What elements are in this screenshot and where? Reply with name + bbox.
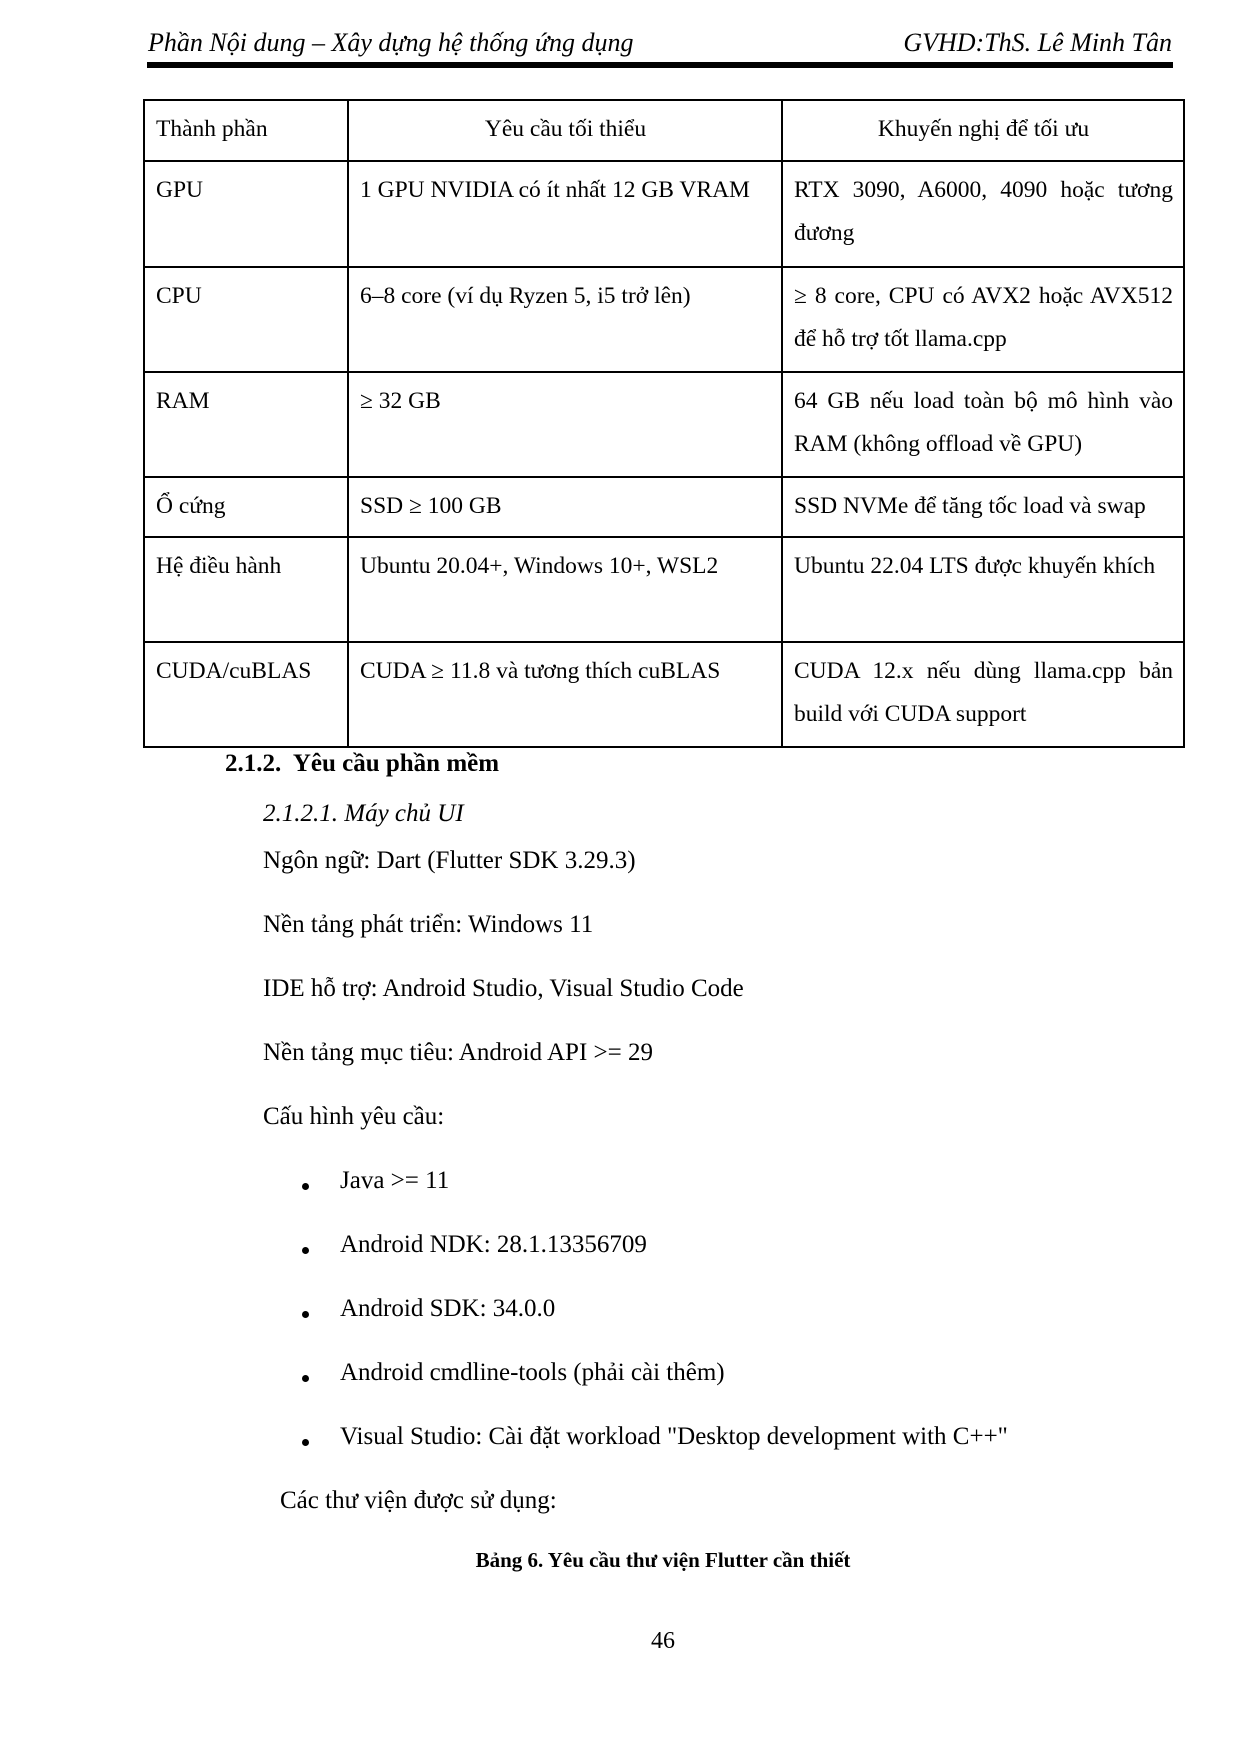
paragraph-config: Cấu hình yêu cầu: <box>263 1103 445 1130</box>
cell-component: CUDA/cuBLAS <box>144 642 348 747</box>
bullet-icon <box>302 1439 309 1446</box>
header-section-title: Phần Nội dung – Xây dựng hệ thống ứng dụng <box>148 28 634 57</box>
paragraph-libraries: Các thư viện được sử dụng: <box>280 1487 557 1514</box>
list-item: Android NDK: 28.1.13356709 <box>340 1231 647 1258</box>
column-header: Yêu cầu tối thiểu <box>348 100 782 161</box>
cell-minimum: ≥ 32 GB <box>348 372 782 477</box>
paragraph-ide: IDE hỗ trợ: Android Studio, Visual Studio Code <box>263 975 744 1002</box>
column-header: Khuyến nghị để tối ưu <box>782 100 1184 161</box>
cell-component: RAM <box>144 372 348 477</box>
list-item: Android cmdline-tools (phải cài thêm) <box>340 1359 725 1386</box>
bullet-icon <box>302 1247 309 1254</box>
cell-recommended: ≥ 8 core, CPU có AVX2 hoặc AVX512 để hỗ trợ tốt llama.cpp <box>782 267 1184 372</box>
paragraph-target-platform: Nền tảng mục tiêu: Android API >= 29 <box>263 1039 653 1066</box>
paragraph-language: Ngôn ngữ: Dart (Flutter SDK 3.29.3) <box>263 847 636 874</box>
cell-component: Ổ cứng <box>144 477 348 537</box>
cell-recommended: SSD NVMe để tăng tốc load và swap <box>782 477 1184 537</box>
bullet-icon <box>302 1375 309 1382</box>
header-advisor: GVHD:ThS. Lê Minh Tân <box>903 28 1172 57</box>
bullet-icon <box>302 1183 309 1190</box>
list-item: Java >= 11 <box>340 1167 450 1194</box>
cell-recommended: Ubuntu 22.04 LTS được khuyến khích <box>782 537 1184 642</box>
table-row <box>144 267 1184 372</box>
page-number: 46 <box>651 1628 675 1654</box>
cell-component: CPU <box>144 267 348 372</box>
cell-minimum: Ubuntu 20.04+, Windows 10+, WSL2 <box>348 537 782 642</box>
table-row <box>144 477 1184 537</box>
table-caption: Bảng 6. Yêu cầu thư viện Flutter cần thiết <box>475 1548 851 1572</box>
table-row <box>144 642 1184 747</box>
cell-minimum: 1 GPU NVIDIA có ít nhất 12 GB VRAM <box>348 161 782 267</box>
cell-minimum: CUDA ≥ 11.8 và tương thích cuBLAS <box>348 642 782 747</box>
hardware-requirements-table <box>143 99 1185 748</box>
cell-component: Hệ điều hành <box>144 537 348 642</box>
cell-recommended: 64 GB nếu load toàn bộ mô hình vào RAM (không offload về GPU) <box>782 372 1184 477</box>
column-header: Thành phần <box>144 100 348 161</box>
table-header-row <box>144 100 1184 161</box>
bullet-icon <box>302 1311 309 1318</box>
cell-component: GPU <box>144 161 348 267</box>
list-item: Android SDK: 34.0.0 <box>340 1295 556 1322</box>
list-item: Visual Studio: Cài đặt workload "Desktop development with C++" <box>340 1423 1008 1450</box>
table-row <box>144 372 1184 477</box>
cell-minimum: 6–8 core (ví dụ Ryzen 5, i5 trở lên) <box>348 267 782 372</box>
header-rule <box>147 62 1173 68</box>
cell-recommended: CUDA 12.x nếu dùng llama.cpp bản build với CUDA support <box>782 642 1184 747</box>
table-row <box>144 161 1184 267</box>
section-heading: 2.1.2. Yêu cầu phần mềm <box>225 750 500 777</box>
subsection-heading: 2.1.2.1. Máy chủ UI <box>263 800 464 827</box>
paragraph-dev-platform: Nền tảng phát triển: Windows 11 <box>263 911 594 938</box>
cell-minimum: SSD ≥ 100 GB <box>348 477 782 537</box>
cell-recommended: RTX 3090, A6000, 4090 hoặc tương đương <box>782 161 1184 267</box>
table-row <box>144 537 1184 642</box>
